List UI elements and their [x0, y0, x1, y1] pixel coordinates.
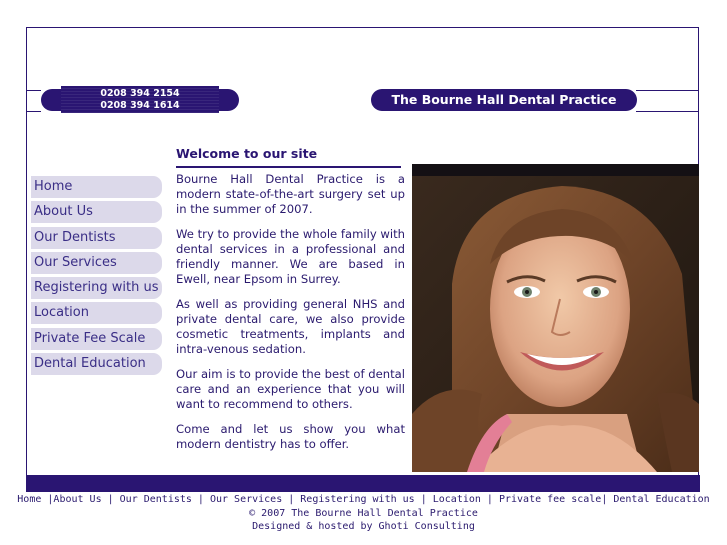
footer-separator: | [191, 494, 210, 505]
intro-paragraph: Bourne Hall Dental Practice is a modern state-of-the-art surgery set up in the summer of 2007. [176, 172, 405, 216]
footer [0, 493, 727, 534]
smiling-woman-photo [412, 164, 699, 472]
family-paragraph: We try to provide the whole family with dental services in a professional and friendly manner. We are based in Ewell, near Epsom in Surrey. [176, 227, 405, 286]
footer-separator: | [101, 494, 120, 505]
phone-numbers [61, 86, 219, 113]
page-heading: Welcome to our site [176, 146, 401, 168]
footer-links [0, 493, 727, 507]
services-paragraph: As well as providing general NHS and private dental care, we also provide cosmetic treatments, implants and intra-venous sedation. [176, 297, 405, 356]
footer-link-our-dentists[interactable]: Our Dentists [119, 494, 192, 505]
nav-item-location[interactable]: Location [31, 302, 162, 324]
nav-item-registering[interactable]: Registering with us [31, 277, 162, 299]
main-content [176, 172, 405, 462]
footer-link-private-fee-scale[interactable]: Private fee scale [498, 494, 602, 505]
header-rule-left [26, 90, 41, 112]
nav-item-dental-education[interactable]: Dental Education [31, 353, 162, 375]
nav-item-our-dentists[interactable]: Our Dentists [31, 227, 162, 249]
site-title: The Bourne Hall Dental Practice [371, 89, 637, 111]
sidebar-nav [31, 176, 162, 378]
footer-separator: | [414, 494, 433, 505]
footer-separator: | [480, 494, 499, 505]
footer-separator: | [41, 494, 54, 505]
footer-credit: Designed & hosted by Ghoti Consulting [252, 521, 475, 532]
nav-item-private-fee-scale[interactable]: Private Fee Scale [31, 328, 162, 350]
footer-link-registering[interactable]: Registering with us [300, 494, 415, 505]
footer-link-location[interactable]: Location [432, 494, 481, 505]
nav-item-home[interactable]: Home [31, 176, 162, 198]
aim-paragraph: Our aim is to provide the best of dental care and an experience that you will want to recommend to others. [176, 367, 405, 411]
nav-item-our-services[interactable]: Our Services [31, 252, 162, 274]
footer-link-about-us[interactable]: About Us [53, 494, 102, 505]
closing-paragraph: Come and let us show you what modern dentistry has to offer. [176, 422, 405, 451]
footer-link-dental-education[interactable]: Dental Education [613, 494, 710, 505]
phone-number-1: 0208 394 2154 [100, 88, 180, 99]
nav-item-about-us[interactable]: About Us [31, 201, 162, 223]
phone-number-2: 0208 394 1614 [100, 100, 180, 111]
footer-copyright: © 2007 The Bourne Hall Dental Practice [249, 507, 478, 519]
footer-separator: | [601, 494, 614, 505]
header-rule-right [636, 90, 699, 112]
footer-link-our-services[interactable]: Our Services [209, 494, 283, 505]
footer-separator: | [282, 494, 301, 505]
footer-link-home[interactable]: Home [17, 494, 42, 505]
footer-bar [26, 475, 700, 492]
